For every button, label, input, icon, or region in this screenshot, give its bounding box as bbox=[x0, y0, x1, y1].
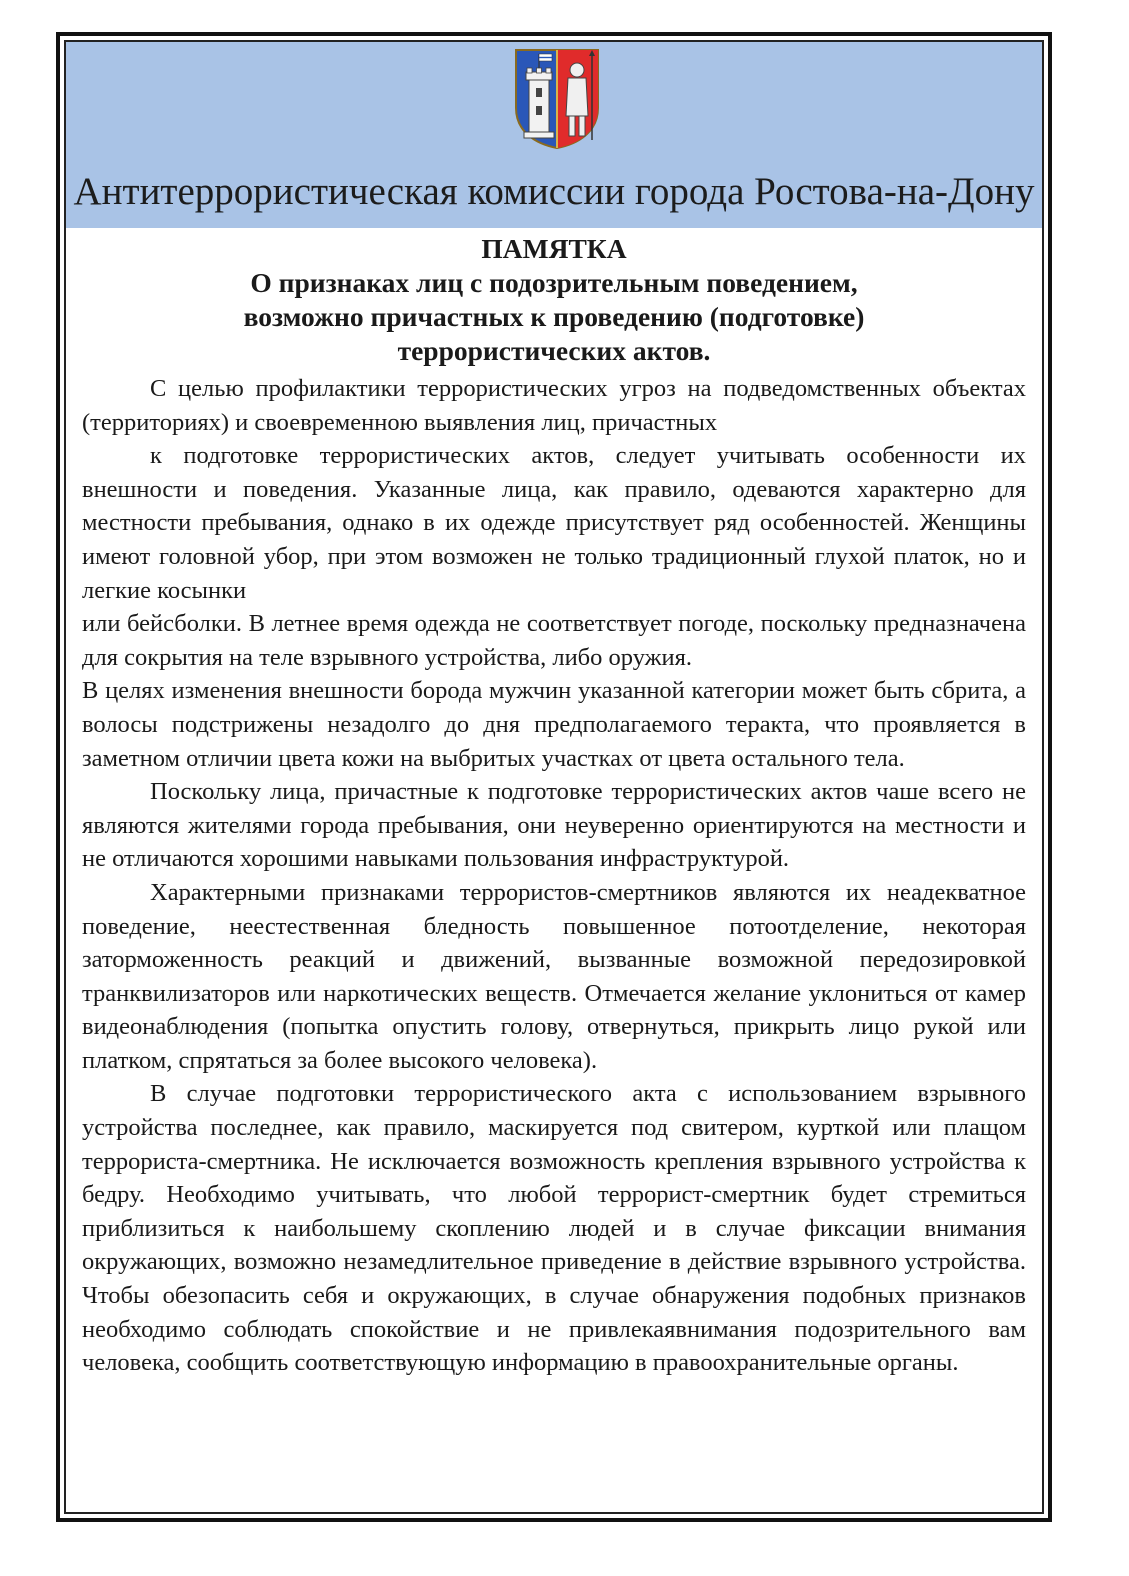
header-band bbox=[66, 42, 1042, 228]
paragraph: к подготовке террористических актов, следует учитывать особенности их внешности и поведения. Указанные лица, как правило, одеваются характерно для местности пребывания, однако в их одежде присутствует ряд особенностей. Женщины имеют головной убор, при этом возможен не только традиционный глухой платок, но и легкие косынки bbox=[82, 442, 1026, 604]
memo-heading bbox=[82, 232, 1026, 368]
memo-heading-line: возможно причастных к проведению (подготовке) bbox=[243, 301, 865, 332]
memo-heading-line: террористических актов. bbox=[397, 335, 711, 366]
paragraph: В случае подготовки террористического акта с использованием взрывного устройства последнее, как правило, маскируется под свитером, курткой или плащом террориста-смертника. Не исключается возможность крепления взрывного устройства к бедру. Необходимо учитывать, что любой террорист-смертник будет стремиться приблизиться к наибольшему скоплению людей и в случае фиксации внимания окружающих, возможно незамедлительное приведение в действие взрывного устройства. Чтобы обезопасить себя и окружающих, в случае обнаружения подобных признаков необходимо соблюдать спокойствие и не привлекаявнимания подозрительного вам человека, сообщить соответствующую информацию в правоохранительные органы. bbox=[82, 1080, 1026, 1377]
page-border-inner bbox=[64, 40, 1044, 1514]
city-coat-of-arms-icon bbox=[512, 48, 602, 150]
memo-heading-line: О признаках лиц с подозрительным поведением, bbox=[250, 267, 858, 298]
paragraph: Поскольку лица, причастные к подготовке террористических актов чаше всего не являются жителями города пребывания, они неуверенно ориентируются на местности и не отличаются хорошими навыками пользования инфраструктурой. bbox=[82, 778, 1026, 873]
document-body bbox=[66, 228, 1042, 1380]
paragraph: или бейсболки. В летнее время одежда не соответствует погоде, поскольку предназначена для сокрытия на теле взрывного устройства, либо оружия. bbox=[82, 610, 1026, 671]
organization-title: Антитеррористическая комиссии города Ростова-на-Дону bbox=[73, 170, 1035, 213]
memo-heading-line: ПАМЯТКА bbox=[481, 233, 627, 264]
paragraph: В целях изменения внешности борода мужчин указанной категории может быть сбрита, а волосы подстрижены незадолго до дня предполагаемого теракта, что проявляется в заметном отличии цвета кожи на выбритых участках от цвета остального тела. bbox=[82, 677, 1026, 772]
paragraph: С целью профилактики террористических угроз на подведомственных объектах (территориях) и своевременною выявления лиц, причастных bbox=[82, 375, 1026, 436]
page-border-outer bbox=[56, 32, 1052, 1522]
memo-text bbox=[82, 372, 1026, 1380]
paragraph: Характерными признаками террористов-смертников являются их неадекватное поведение, неестественная бледность повышенное потоотделение, некоторая заторможенность реакций и движений, вызванные возможной передозировкой транквилизаторов или наркотических веществ. Отмечается желание уклониться от камер видеонаблюдения (попытка опустить голову, отвернуться, прикрыть лицо рукой или платком, спрятаться за более высокого человека). bbox=[82, 878, 1026, 1074]
